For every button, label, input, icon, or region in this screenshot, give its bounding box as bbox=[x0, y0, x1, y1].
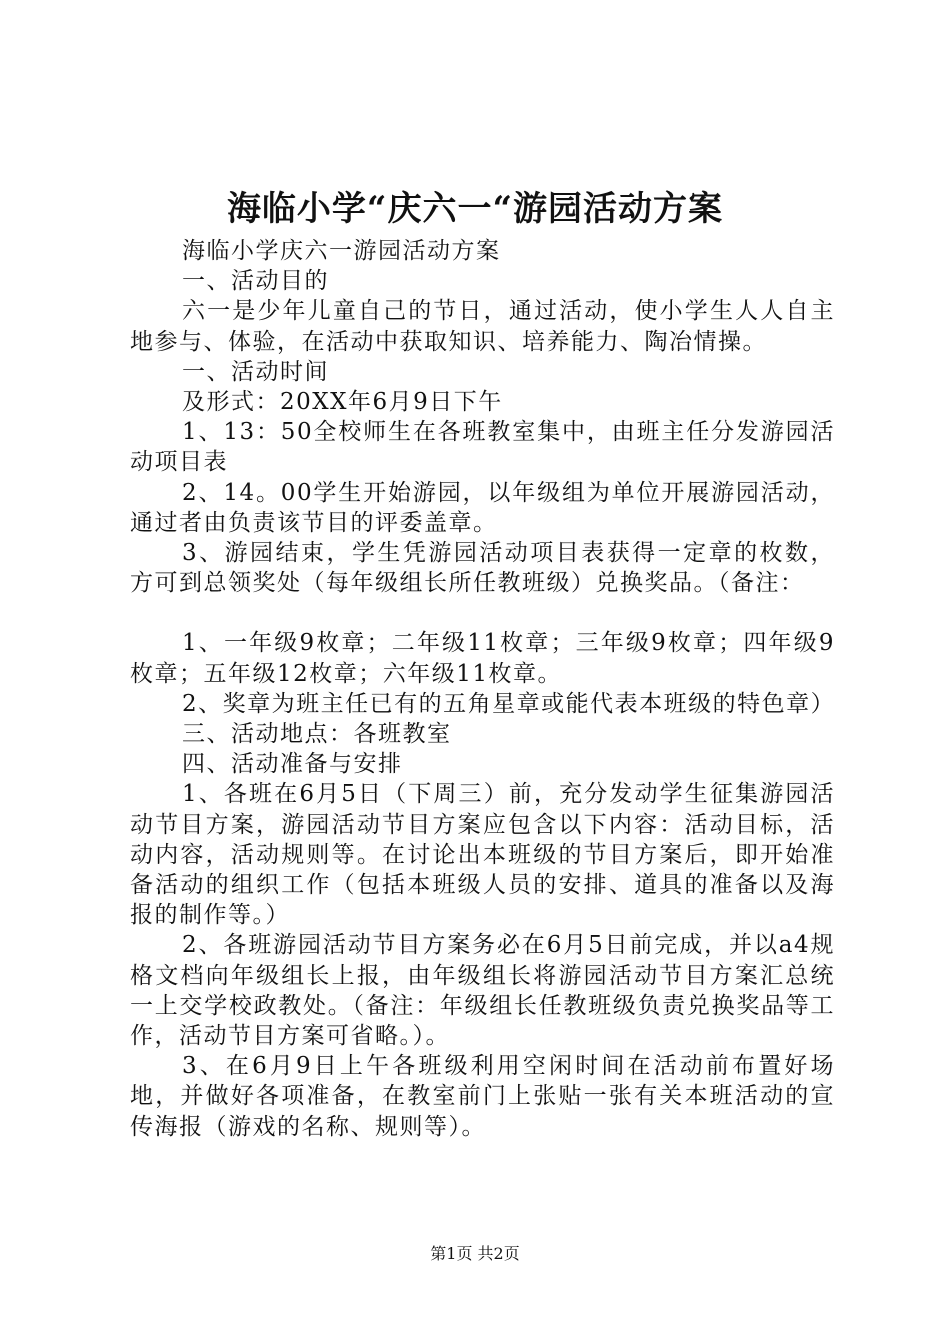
paragraph-subtitle: 海临小学庆六一游园活动方案 bbox=[182, 238, 501, 264]
paragraph-time-form: 及形式：20XX年6月9日下午 bbox=[182, 389, 503, 416]
heading-time: 一、活动时间 bbox=[182, 358, 329, 385]
document-title: 海临小学“庆六一“游园活动方案 bbox=[226, 189, 724, 229]
heading-purpose: 一、活动目的 bbox=[182, 268, 329, 295]
document-body bbox=[130, 236, 835, 1142]
heading-preparation: 四、活动准备与安排 bbox=[182, 751, 403, 778]
paragraph-purpose: 六一是少年儿童自己的节日，通过活动，使小学生人人自主地参与、体验，在活动中获取知识、培养能力、陶冶情操。 bbox=[130, 298, 835, 355]
paragraph-time-item-3: 3、游园结束，学生凭游园活动项目表获得一定章的枚数，方可到总领奖处（每年级组长所任教班级）兑换奖品。（备注： bbox=[130, 540, 835, 597]
paragraph-preparation-3: 3、在6月9日上午各班级利用空闲时间在活动前布置好场地，并做好各项准备，在教室前门上张贴一张有关本班活动的宣传海报（游戏的名称、规则等）。 bbox=[130, 1053, 835, 1140]
paragraph-time-item-2: 2、14。00学生开始游园，以年级组为单位开展游园活动，通过者由负责该节目的评委盖章。 bbox=[130, 479, 835, 536]
paragraph-note-2: 2、奖章为班主任已有的五角星章或能代表本班级的特色章） bbox=[182, 690, 836, 717]
paragraph-preparation-1: 1、各班在6月5日（下周三）前，充分发动学生征集游园活动节目方案，游园活动节目方案应包含以下内容：活动目标，活动内容，活动规则等。在讨论出本班级的节目方案后，即开始准备活动的组织工作（包括本班级人员的安排、道具的准备以及海报的制作等。） bbox=[130, 781, 835, 929]
paragraph-preparation-2: 2、各班游园活动节目方案务必在6月5日前完成，并以a4规格文档向年级组长上报，由年级组长将游园活动节目方案汇总统一上交学校政教处。（备注：年级组长任教班级负责兑换奖品等工作，活动节目方案可省略。）。 bbox=[130, 932, 835, 1050]
paragraph-time-item-1: 1、13：50全校师生在各班教室集中，由班主任分发游园活动项目表 bbox=[130, 419, 835, 476]
heading-location: 三、活动地点：各班教室 bbox=[182, 721, 452, 748]
page-number-footer: 第1页 共2页 bbox=[430, 1244, 520, 1263]
paragraph-spacer bbox=[130, 598, 835, 628]
paragraph-note-1: 1、一年级9枚章；二年级11枚章；三年级9枚章；四年级9枚章；五年级12枚章；六年级11枚章。 bbox=[130, 630, 835, 687]
